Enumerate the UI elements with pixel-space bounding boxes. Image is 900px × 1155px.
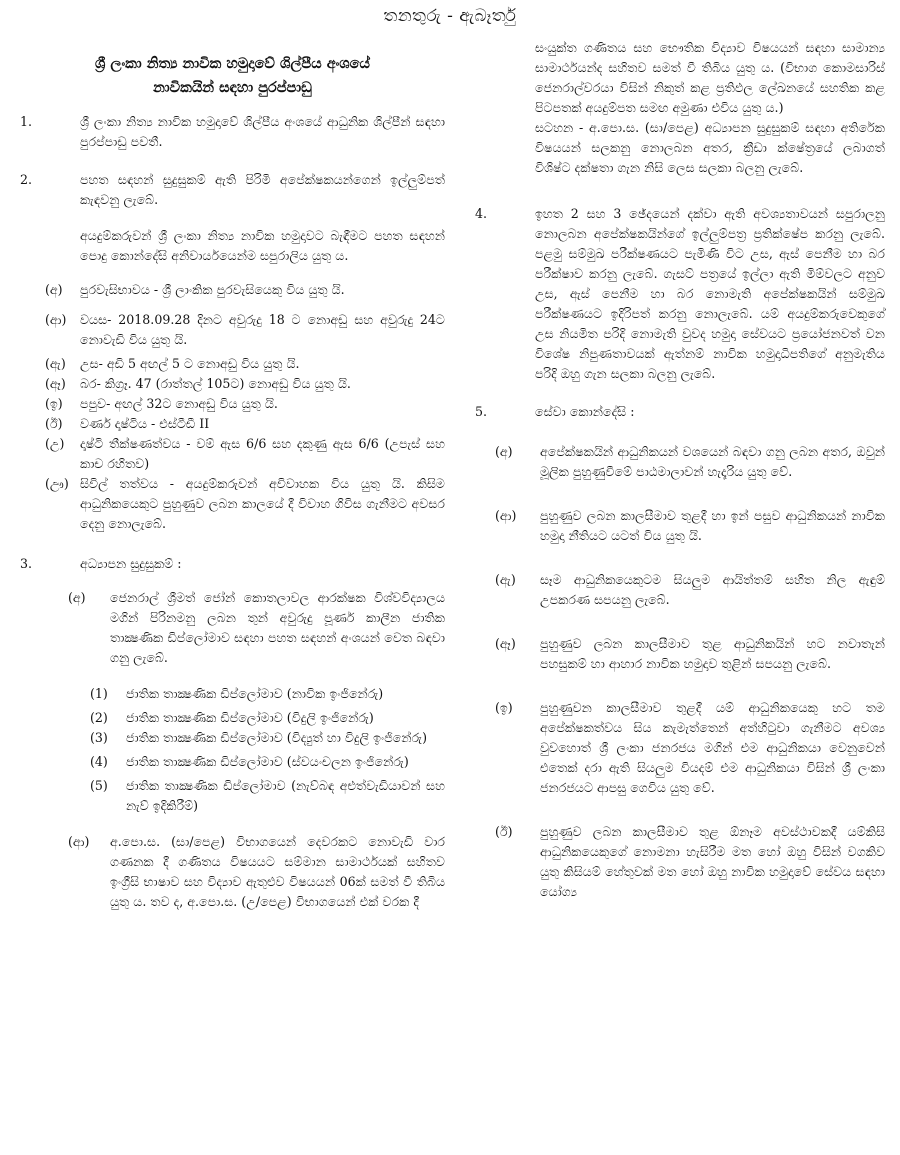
education-item-b: (ආ) අ.පො.ස. (සා/පෙළ) විභාගයෙන් දෙවරකට නොවැඩි වාර ගණනක දී ගණිතය විෂයයට සම්මාන සාමාර්ථයක් සහිතව ඉංග්‍රීසි භාෂාව සහ විද්‍යාව ඇතුළුව විෂයයන් 06ක් සමත් වී තිබිය යුතු ය. තව ද, අ.පො.ස. (උ/පෙළ) විභාගයෙන් එක් වරක දී xyxy=(68,834,445,909)
general-conditions-intro: අයදුම්කරුවන් ශ්‍රී ලංකා නිත්‍ය නාවික හමුදාවට බැඳීමට පහත සඳහන් පොදු කොන්දේසි අනිවාර්යයෙන්ම සපුරාලිය යුතු ය. xyxy=(80,228,445,263)
conditions-list xyxy=(20,280,445,534)
diploma-list xyxy=(20,684,445,816)
condition-item: (ඌ) සිවිල් තත්වය - අයදුම්කරුවන් අවිවාහක විය යුතු යි. කිසිම ආධුනිකයෙකුට පුහුණුව ලබන කාලයේ දී විවාහ ගිවිස ගැනීමට අවසර දෙනු නොලැබේ. xyxy=(45,476,445,531)
education-item-a: (අ) ජෙනරාල් ශ්‍රීමත් ජෝන් කොතලාවල ආරක්ෂක විශ්වවිද්‍යාලය මගින් පිරිනමනු ලබන තුන් අවුරුදු පූර්ණ කාලීන ජාතික තාක්‍ෂණික ඩිප්ලෝමාව සඳහා පහත සඳහන් අංශයන් වෙත බඳවා ගනු ලැබේ. xyxy=(68,590,445,665)
paragraph-4 xyxy=(475,204,885,384)
paragraph-text: ඉහත 2 සහ 3 ඡේදයෙන් දක්වා ඇති අවශ්‍යතාවයන් සපුරාලනු නොලබන අපේක්ෂකයින්ගේ ඉල්ලුම්පත්‍ර ප්‍රතික්ෂේප කරනු ලැබේ. පළමු සම්මුඛ පරීක්ෂණයට පැමිණි විට උස, ඇස් පෙනීම හා බර පරීක්ෂාව කරනු ලැබේ. ගැසට් පත්‍රයේ ඉල්ලා ඇති මිම්වලට අනුව උස, ඇස් පෙනීම හා බර නොමැති අපේක්ෂකයින් සම්මුඛ පරීක්ෂණයට ඉදිරිපත් කරනු නොලැබේ. යම් අයදුම්කරුවෙකුගේ උස නියමිත පරිදි නොමැති වුවද හමුදා සේවයට ප්‍රයෝජනවත් වන විශේෂ නිපුණතාවයක් ඇත්නම් නාවික හමුදාධිපතිගේ අනුමැතිය පරිදි ඔහු ගැන සලකා බලනු ලැබේ. xyxy=(535,206,885,381)
title-line-2: නාවිකයින් සඳහා පුරප්පාඩු xyxy=(153,79,312,96)
condition-item: (ඇ) උස- අඩි 5 අඟල් 5 ට නොඅඩු විය යුතු යි. xyxy=(45,356,300,371)
paragraph-number: 3. xyxy=(20,556,33,571)
paragraph-number: 5. xyxy=(475,404,488,419)
diploma-item: (3) ජාතික තාක්‍ෂණික ඩිප්ලෝමාව (විද්‍යුත් හා විදුලි ඉංජිනේරු) xyxy=(90,730,427,745)
page-header: තනතුරු - ඇබෑර්තු xyxy=(383,6,517,26)
condition-item: (ඉ) පපුව- අඟල් 32ට නොඅඩු විය යුතු යි. xyxy=(45,396,278,411)
paragraph-text: අධ්‍යාපන සුදුසුකම් : xyxy=(80,556,182,571)
condition-item: (ඈ) බර- කිග්‍රෑ. 47 (රාත්තල් 105ට) නොඅඩු විය යුතු යි. xyxy=(45,376,351,391)
service-item: (ඉ) පුහුණුවන කාලසීමාව තුළදී යම් ආධුනිකයෙකු හට තම අපේක්ෂකත්වය සිය කැමැත්තෙන් අත්හිටුවා ගැනීමට අවශ්‍ය වුවහොත් ශ්‍රී ලංකා ජනරජය මගින් එම ආධුනිකයා වෙනුවෙන් එතෙක් දරා ඇති සියලුම වියදම් එම ආධුනිකයා විසින් ශ්‍රී ලංකා ජනරජයට ආපසු ගෙවිය යුතු වේ. xyxy=(495,700,885,795)
title-line-1: ශ්‍රී ලංකා නිත්‍ය නාවික හමුදාවේ ශිල්පීය අංශයේ xyxy=(95,55,370,72)
diploma-item: (5) ජාතික තාක්‍ෂණික ඩිප්ලෝමාව (නැව්බඳ අළුත්වැඩියාවන් සහ නැව් ඉදිකිරීම්) xyxy=(90,778,445,813)
right-column xyxy=(475,38,885,902)
paragraph-text: සේවා කොන්දේසි : xyxy=(535,404,635,419)
paragraph-5 xyxy=(475,402,885,422)
paragraph-1 xyxy=(20,112,445,152)
service-item: (ඇ) සෑම ආධුනිකයෙකුටම සියලුම ආයිත්තම් සහිත නිල ඇඳුම් උපකරණ සපයනු ලැබේ. xyxy=(495,572,885,607)
service-item: (ආ) පුහුණුව ලබන කාලසීමාව තුළදී හා ඉන් පසුව ආධුනිකයන් නාවික හමුදා නීතියට යටත් විය යුතු යි. xyxy=(495,508,885,543)
diploma-item: (1) ජාතික තාක්‍ෂණික ඩිප්ලෝමාව (නාවික ඉංජිනේරු) xyxy=(90,686,384,701)
left-column xyxy=(20,52,445,922)
paragraph-2 xyxy=(20,170,445,210)
education-note: සටහන - අ.පො.ස. (සා/පෙළ) අධ්‍යාපන සුදුසුකම් සඳහා අතිරේක විෂයයන් සලකනු නොලබන අතර, ක්‍රීඩා ක්ෂේත්‍රයේ ලබාගත් විශිෂ්ට දක්ෂතා ගැන නිසි ලෙස සලකා බලනු ලැබේ. xyxy=(535,120,885,175)
condition-item: (ආ) වයස- 2018.09.28 දිනට අවුරුදු 18 ට නොඅඩු සහ අවුරුදු 24ට නොවැඩි විය යුතු යි. xyxy=(45,312,445,347)
paragraph-number: 1. xyxy=(20,114,33,129)
education-continued: සංයුක්ත ගණිතය සහ භෞතික විද්‍යාව විෂයයන් සඳහා සාමාන්‍ය සාමාර්ථයන්ද සහිතව සමත් වී තිබිය යුතු ය. (විභාග කොමසාරිස් ජෙනරාල්වරයා විසින් නිකුත් කළ ප්‍රතිඵල ලේඛනයේ සහතික කළ පිටපතක් අයදුම්පත සමඟ අමුණා එවිය යුතු ය.) xyxy=(535,40,885,115)
diploma-item: (2) ජාතික තාක්‍ෂණික ඩිප්ලෝමාව (විදුලි ඉංජිනේරු) xyxy=(90,710,374,725)
condition-item: (ඊ) වර්ණ දෘෂ්ටිය - එස්ටීඩී II xyxy=(45,416,210,431)
condition-item: (අ) පුරවැසිභාවය - ශ්‍රී ලාංකික පුරවැසියෙකු විය යුතු යි. xyxy=(45,282,345,297)
paragraph-text: පහත සඳහන් සුදුසුකම් ඇති පිරිමි අපේක්ෂකයන්ගෙන් ඉල්ලුම්පත් කැඳවනු ලැබේ. xyxy=(80,172,445,207)
condition-item: (උ) දෘෂ්ටි තීක්ෂණත්වය - වම් ඇස 6/6 සහ දකුණු ඇස 6/6 (උපැස් සහ කාච රහිතව) xyxy=(45,436,445,471)
service-conditions-list xyxy=(475,442,885,902)
paragraph-3 xyxy=(20,554,445,574)
service-item: (අ) අපේක්ෂකයින් ආධුනිකයන් වශයෙන් බඳවා ගනු ලබන අතර, ඔවුන් මූලික පුහුණුවීමේ පාඨමාලාවන් හැදෑරිය යුතු වේ. xyxy=(495,444,885,479)
paragraph-number: 2. xyxy=(20,172,33,187)
diploma-item: (4) ජාතික තාක්‍ෂණික ඩිප්ලෝමාව (ස්වයංචලන ඉංජිනේරු) xyxy=(90,754,409,769)
notice-title xyxy=(20,52,445,100)
paragraph-number: 4. xyxy=(475,206,488,221)
service-item: (ඊ) පුහුණුව ලබන කාලසීමාව තුළ ඕනෑම අවස්ථාවකදී යම්කිසි ආධුනිකයෙකුගේ නොමනා හැසිරීම මත හෝ ඔහු විසින් වගකිව යුතු කිසියම් හේතුවක් මත හෝ ඔහු නාවික හමුදාවේ සේවය සඳහා යෝග්‍ය xyxy=(495,824,885,899)
paragraph-text: ශ්‍රී ලංකා නිත්‍ය නාවික හමුදාවේ ශිල්පීය අංශයේ ආධුනික ශිල්පීන් සඳහා පුරප්පාඩු පවතී. xyxy=(80,114,445,149)
service-item: (ඈ) පුහුණුව ලබන කාලසීමාව තුළ ආධුනිකයින් හට නවාතැන් පහසුකම් හා ආහාර නාවික හමුදාව තුළින් සපයනු ලැබේ. xyxy=(495,636,885,671)
